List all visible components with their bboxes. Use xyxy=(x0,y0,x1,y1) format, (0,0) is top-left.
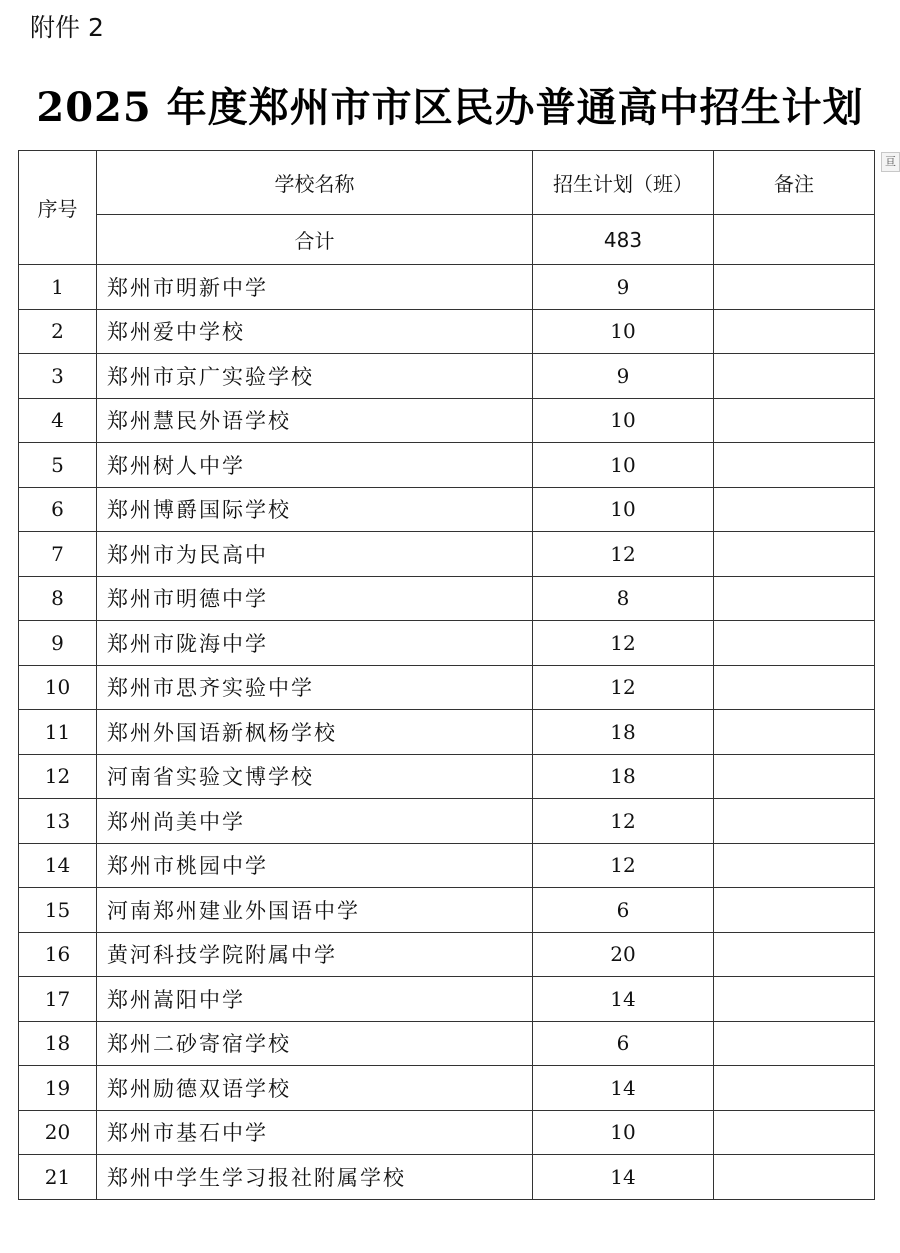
row-school-name: 郑州中学生学习报社附属学校 xyxy=(97,1155,533,1200)
row-plan-value: 20 xyxy=(533,932,714,977)
row-plan-value: 10 xyxy=(533,487,714,532)
row-remark xyxy=(714,843,875,888)
row-index: 14 xyxy=(19,843,97,888)
table-row xyxy=(19,710,875,755)
table-row xyxy=(19,1110,875,1155)
row-plan-value: 10 xyxy=(533,398,714,443)
row-school-name: 郑州励德双语学校 xyxy=(97,1066,533,1111)
row-school-name: 郑州市陇海中学 xyxy=(97,621,533,666)
attachment-label: 附件 2 xyxy=(30,13,104,42)
row-plan-value: 14 xyxy=(533,1066,714,1111)
row-remark xyxy=(714,932,875,977)
row-index: 10 xyxy=(19,665,97,710)
row-remark xyxy=(714,354,875,399)
row-index: 9 xyxy=(19,621,97,666)
total-value: 483 xyxy=(533,215,714,265)
table-row xyxy=(19,354,875,399)
row-plan-value: 18 xyxy=(533,754,714,799)
table-row xyxy=(19,265,875,310)
table-row xyxy=(19,576,875,621)
table-row xyxy=(19,621,875,666)
row-index: 7 xyxy=(19,532,97,577)
table-header-row xyxy=(19,151,875,215)
row-plan-value: 10 xyxy=(533,443,714,488)
column-header-remark: 备注 xyxy=(714,151,875,215)
row-school-name: 郑州慧民外语学校 xyxy=(97,398,533,443)
row-index: 16 xyxy=(19,932,97,977)
table-row xyxy=(19,1155,875,1200)
total-remark xyxy=(714,215,875,265)
row-plan-value: 10 xyxy=(533,1110,714,1155)
document-title: 2025 年度郑州市市区民办普通高中招生计划 xyxy=(36,84,864,131)
table-row xyxy=(19,799,875,844)
column-header-plan: 招生计划（班） xyxy=(533,151,714,215)
row-school-name: 河南郑州建业外国语中学 xyxy=(97,888,533,933)
row-school-name: 郑州市明德中学 xyxy=(97,576,533,621)
table-row xyxy=(19,932,875,977)
table-row xyxy=(19,977,875,1022)
row-index: 11 xyxy=(19,710,97,755)
table-row xyxy=(19,754,875,799)
row-school-name: 郑州树人中学 xyxy=(97,443,533,488)
row-index: 13 xyxy=(19,799,97,844)
row-index: 3 xyxy=(19,354,97,399)
table-row xyxy=(19,1066,875,1111)
enrollment-plan-table xyxy=(18,150,875,1200)
row-school-name: 郑州市京广实验学校 xyxy=(97,354,533,399)
row-plan-value: 6 xyxy=(533,888,714,933)
row-school-name: 郑州市基石中学 xyxy=(97,1110,533,1155)
row-plan-value: 12 xyxy=(533,665,714,710)
table-row xyxy=(19,443,875,488)
row-remark xyxy=(714,398,875,443)
row-remark xyxy=(714,487,875,532)
row-remark xyxy=(714,443,875,488)
row-index: 17 xyxy=(19,977,97,1022)
row-plan-value: 18 xyxy=(533,710,714,755)
row-index: 4 xyxy=(19,398,97,443)
row-plan-value: 6 xyxy=(533,1021,714,1066)
row-index: 15 xyxy=(19,888,97,933)
row-plan-value: 12 xyxy=(533,532,714,577)
row-school-name: 郑州市桃园中学 xyxy=(97,843,533,888)
table-row xyxy=(19,487,875,532)
row-school-name: 郑州二砂寄宿学校 xyxy=(97,1021,533,1066)
row-index: 8 xyxy=(19,576,97,621)
row-remark xyxy=(714,1155,875,1200)
table-row xyxy=(19,1021,875,1066)
row-remark xyxy=(714,754,875,799)
row-remark xyxy=(714,799,875,844)
table-row xyxy=(19,888,875,933)
row-remark xyxy=(714,710,875,755)
row-index: 20 xyxy=(19,1110,97,1155)
row-index: 1 xyxy=(19,265,97,310)
row-index: 19 xyxy=(19,1066,97,1111)
row-school-name: 郑州市思齐实验中学 xyxy=(97,665,533,710)
table-row xyxy=(19,532,875,577)
row-plan-value: 14 xyxy=(533,977,714,1022)
row-school-name: 郑州尚美中学 xyxy=(97,799,533,844)
row-plan-value: 8 xyxy=(533,576,714,621)
row-plan-value: 10 xyxy=(533,309,714,354)
row-index: 21 xyxy=(19,1155,97,1200)
row-remark xyxy=(714,576,875,621)
row-school-name: 黄河科技学院附属中学 xyxy=(97,932,533,977)
row-school-name: 河南省实验文博学校 xyxy=(97,754,533,799)
table-row xyxy=(19,665,875,710)
row-school-name: 郑州市明新中学 xyxy=(97,265,533,310)
row-plan-value: 9 xyxy=(533,354,714,399)
row-index: 6 xyxy=(19,487,97,532)
row-school-name: 郑州博爵国际学校 xyxy=(97,487,533,532)
page-side-icon[interactable]: 亘 xyxy=(881,152,900,172)
row-index: 18 xyxy=(19,1021,97,1066)
row-index: 5 xyxy=(19,443,97,488)
row-remark xyxy=(714,1066,875,1111)
table-row xyxy=(19,309,875,354)
row-index: 12 xyxy=(19,754,97,799)
total-row xyxy=(19,215,875,265)
row-school-name: 郑州市为民高中 xyxy=(97,532,533,577)
row-school-name: 郑州嵩阳中学 xyxy=(97,977,533,1022)
row-remark xyxy=(714,532,875,577)
row-school-name: 郑州外国语新枫杨学校 xyxy=(97,710,533,755)
row-remark xyxy=(714,1110,875,1155)
row-plan-value: 12 xyxy=(533,799,714,844)
table-row xyxy=(19,843,875,888)
row-remark xyxy=(714,309,875,354)
row-school-name: 郑州爱中学校 xyxy=(97,309,533,354)
row-remark xyxy=(714,621,875,666)
row-index: 2 xyxy=(19,309,97,354)
row-remark xyxy=(714,1021,875,1066)
row-plan-value: 12 xyxy=(533,843,714,888)
table-row xyxy=(19,398,875,443)
row-remark xyxy=(714,665,875,710)
row-plan-value: 14 xyxy=(533,1155,714,1200)
row-remark xyxy=(714,265,875,310)
row-remark xyxy=(714,888,875,933)
column-header-school-name: 学校名称 xyxy=(97,151,533,215)
row-plan-value: 9 xyxy=(533,265,714,310)
row-remark xyxy=(714,977,875,1022)
row-plan-value: 12 xyxy=(533,621,714,666)
column-header-index: 序号 xyxy=(19,151,97,265)
total-label: 合计 xyxy=(97,215,533,265)
